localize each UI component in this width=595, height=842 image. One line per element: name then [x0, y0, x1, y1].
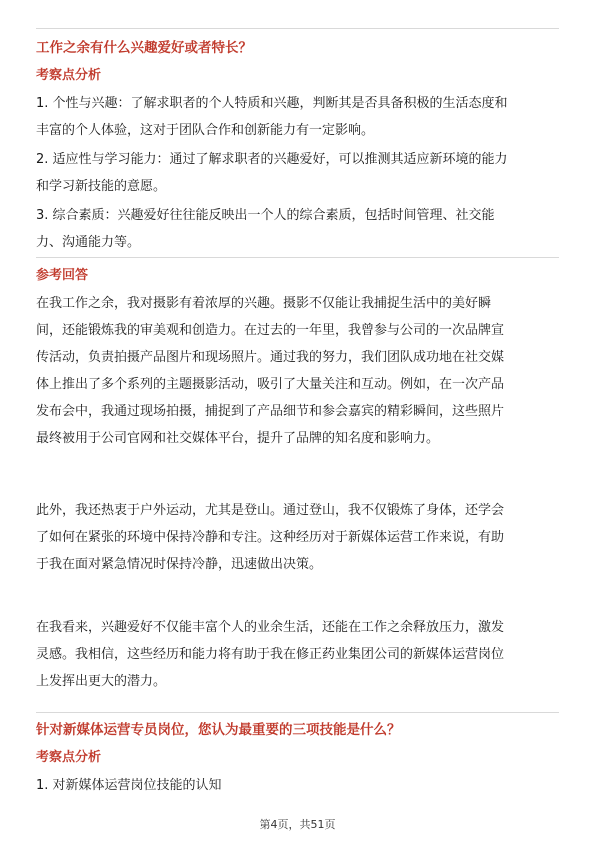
answer-paragraph-2: 此外，我还热衷于户外运动，尤其是登山。通过登山，我不仅锻炼了身体，还学会 了如何在紧张的环境中保持冷静和专注。这种经历对于新媒体运营工作来说，有助 于我在面对紧急情况时保持冷静，迅速做出决策。: [36, 503, 505, 572]
analysis-1-item-2: 2. 适应性与学习能力：通过了解求职者的兴趣爱好，可以推测其适应新环境的能力 和学习新技能的意愿。: [36, 152, 508, 194]
page-number: 第4页，共51页: [259, 818, 336, 831]
answer-paragraph-1: 在我工作之余，我对摄影有着浓厚的兴趣。摄影不仅能让我捕捉生活中的美好瞬 间，还能锻炼我的审美观和创造力。在过去的一年里，我曾参与公司的一次品牌宣 传活动，负责拍摄产品图片和现场照片。通过我的努力，我们团队成功地在社交媒 体上推出了多个系列的主题摄影活动，吸引了大量关注和互动。例如，在一次产品 发布会中，我通过现场拍摄，捕捉到了产品细节和参会嘉宾的精彩瞬间，这些照片 最终被用于公司官网和社交媒体平台，提升了品牌的知名度和影响力。: [36, 296, 505, 446]
section-divider: [36, 257, 559, 258]
analysis-2-heading: 考察点分析: [36, 750, 102, 765]
section-divider-2: [36, 712, 559, 713]
analysis-1-heading: 考察点分析: [36, 68, 102, 83]
answer-heading: 参考回答: [36, 268, 89, 283]
question-2-title: 针对新媒体运营专员岗位，您认为最重要的三项技能是什么？: [36, 722, 401, 738]
top-divider: [36, 28, 559, 29]
analysis-2-item-1: 1. 对新媒体运营岗位技能的认知: [36, 778, 222, 793]
analysis-1-item-3: 3. 综合素质：兴趣爱好往往能反映出一个人的综合素质，包括时间管理、社交能 力、沟通能力等。: [36, 208, 495, 250]
answer-paragraph-3: 在我看来，兴趣爱好不仅能丰富个人的业余生活，还能在工作之余释放压力，激发 灵感。我相信，这些经历和能力将有助于我在修正药业集团公司的新媒体运营岗位 上发挥出更大的潜力。: [36, 620, 505, 689]
analysis-1-item-1: 1. 个性与兴趣：了解求职者的个人特质和兴趣，判断其是否具备积极的生活态度和 丰富的个人体验，这对于团队合作和创新能力有一定影响。: [36, 96, 508, 138]
question-1-title: 工作之余有什么兴趣爱好或者特长？: [36, 40, 252, 56]
